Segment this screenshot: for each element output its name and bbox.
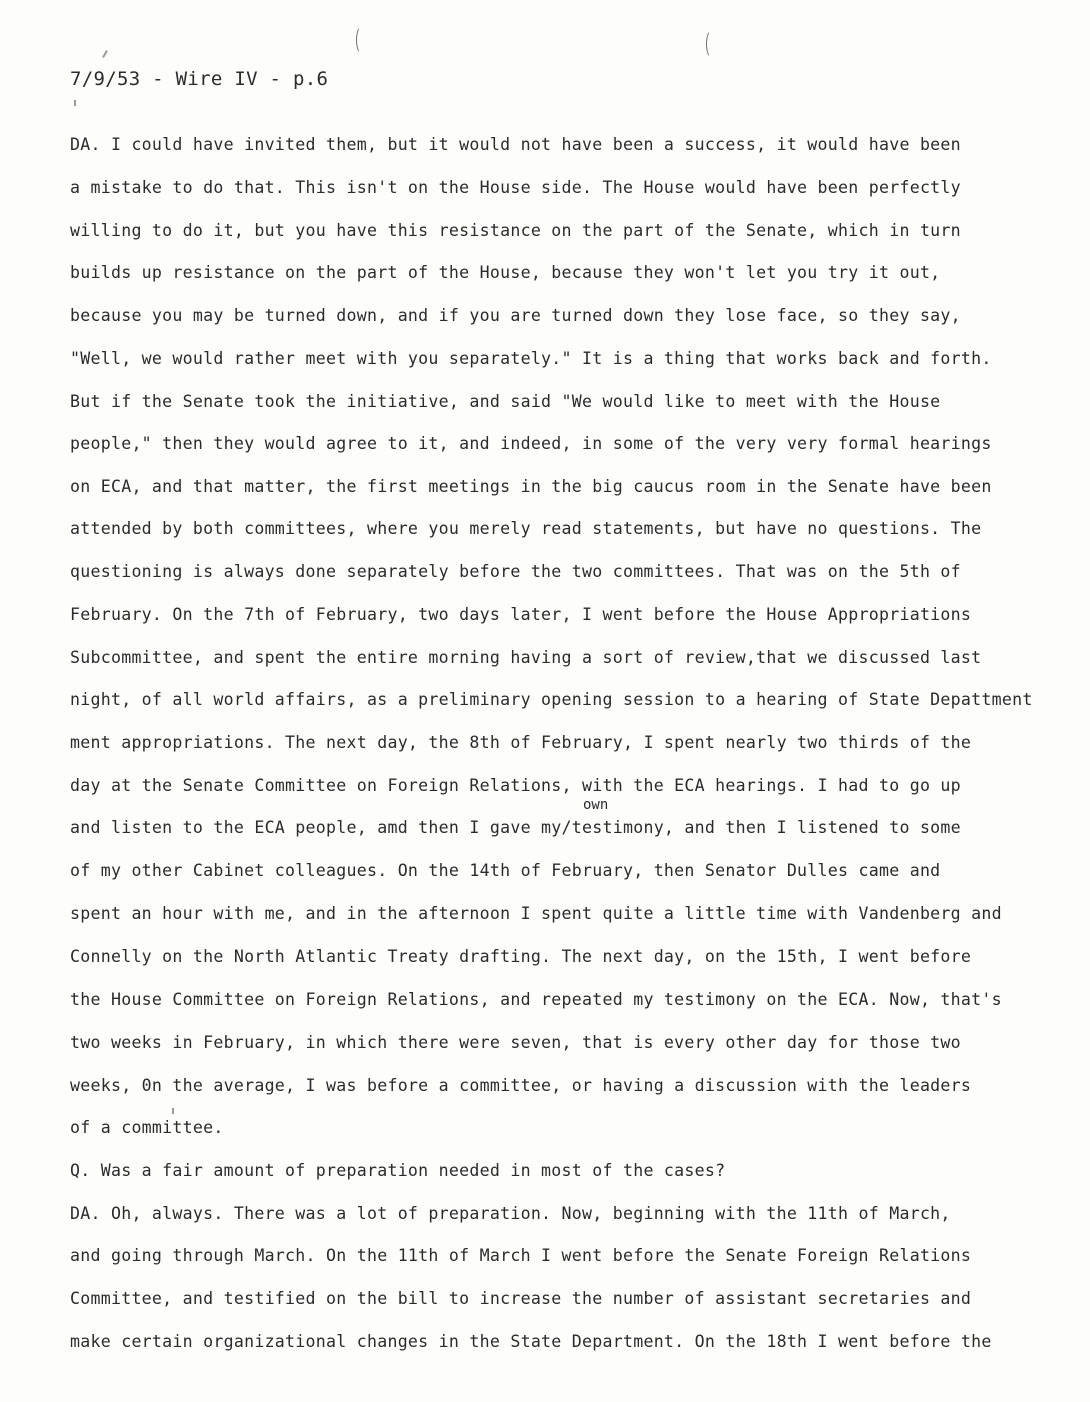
text-line: spent an hour with me, and in the afternoon I spent quite a little time with Vandenberg and — [70, 904, 1002, 923]
text-line: of my other Cabinet colleagues. On the 14th of February, then Senator Dulles came and — [70, 861, 941, 880]
text-line: people," then they would agree to it, and indeed, in some of the very very formal hearings — [70, 434, 992, 453]
text-line: the House Committee on Foreign Relations, and repeated my testimony on the ECA. Now, that's — [70, 990, 1002, 1009]
text-line: attended by both committees, where you merely read statements, but have no questions. The — [70, 519, 982, 538]
text-line: and listen to the ECA people, amd then I gave my/testimony, and then I listened to some — [70, 818, 961, 837]
text-line: "Well, we would rather meet with you separately." It is a thing that works back and forth. — [70, 349, 992, 368]
text-line: Q. Was a fair amount of preparation needed in most of the cases? — [70, 1161, 726, 1180]
text-line: weeks, 0n the average, I was before a committee, or having a discussion with the leaders — [70, 1076, 972, 1095]
text-line: builds up resistance on the part of the House, because they won't let you try it out, — [70, 263, 941, 282]
stray-mark — [102, 50, 108, 58]
text-line: Committee, and testified on the bill to increase the number of assistant secretaries and — [70, 1289, 972, 1308]
text-line: two weeks in February, in which there were seven, that is every other day for those two — [70, 1033, 961, 1052]
text-line: day at the Senate Committee on Foreign Relations, with the ECA hearings. I had to go up — [70, 776, 961, 795]
text-line: ment appropriations. The next day, the 8th of February, I spent nearly two thirds of the — [70, 733, 972, 752]
stray-mark — [172, 1108, 174, 1114]
text-line: DA. I could have invited them, but it would not have been a success, it would have been — [70, 135, 961, 154]
page-header: 7/9/53 - Wire IV - p.6 — [70, 68, 329, 90]
text-line: Connelly on the North Atlantic Treaty drafting. The next day, on the 15th, I went before — [70, 947, 972, 966]
text-line: a mistake to do that. This isn't on the House side. The House would have been perfectly — [70, 178, 961, 197]
text-line: questioning is always done separately before the two committees. That was on the 5th of — [70, 562, 961, 581]
text-line: and going through March. On the 11th of March I went before the Senate Foreign Relations — [70, 1246, 972, 1265]
text-line: Subcommittee, and spent the entire morning having a sort of review,that we discussed last — [70, 648, 982, 667]
text-line: willing to do it, but you have this resistance on the part of the Senate, which in turn — [70, 221, 961, 240]
text-line: But if the Senate took the initiative, and said "We would like to meet with the House — [70, 392, 941, 411]
text-line: DA. Oh, always. There was a lot of preparation. Now, beginning with the 11th of March, — [70, 1204, 951, 1223]
text-line: of a committee. — [70, 1118, 224, 1137]
text-line: night, of all world affairs, as a preliminary opening session to a hearing of State Depattment — [70, 690, 1033, 709]
interlinear-insertion: own — [583, 797, 609, 813]
stray-mark — [74, 100, 76, 106]
text-line: make certain organizational changes in the State Department. On the 18th I went before the — [70, 1332, 992, 1351]
paren-mark — [706, 30, 717, 58]
paren-mark — [356, 26, 367, 54]
text-line: because you may be turned down, and if you are turned down they lose face, so they say, — [70, 306, 961, 325]
text-line: on ECA, and that matter, the first meetings in the big caucus room in the Senate have been — [70, 477, 992, 496]
text-line: February. On the 7th of February, two days later, I went before the House Appropriations — [70, 605, 972, 624]
